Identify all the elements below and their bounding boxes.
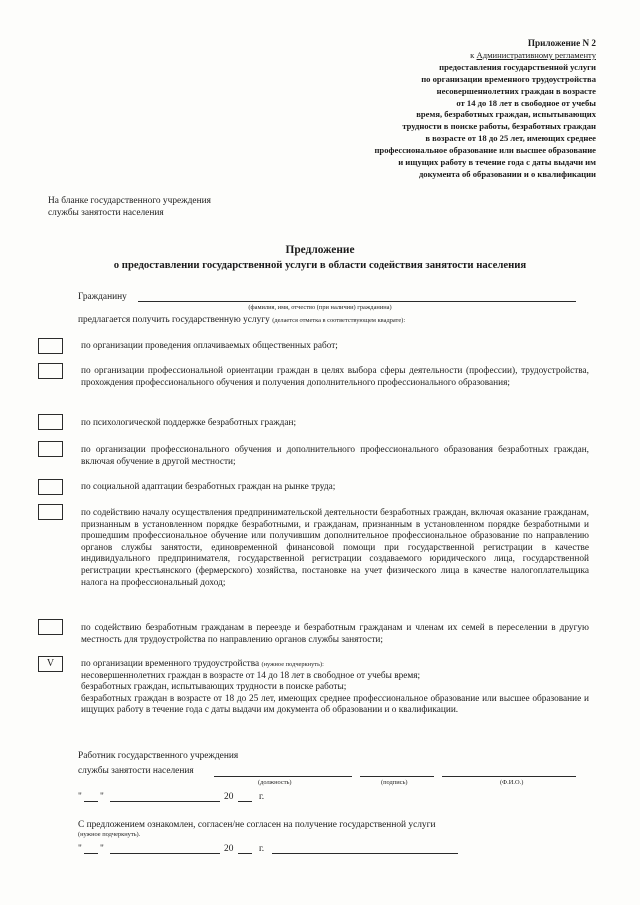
fullname-caption: (Ф.И.О.) xyxy=(500,779,524,786)
option-checkbox-relocation[interactable] xyxy=(38,619,63,635)
option-text-relocation: по содействию безработным гражданам в переезде и безработным гражданам и членам их семей в переселении в другую местность для трудоустройства по направлению органов службы занятости; xyxy=(81,623,589,645)
option-checkbox-temporary-employment[interactable]: V xyxy=(38,656,63,672)
regulation-link[interactable]: Административному регламенту xyxy=(476,49,596,60)
appendix-header xyxy=(276,38,596,181)
appendix-title: Приложение N 2 xyxy=(527,38,596,48)
title-line-2: о предоставлении государственной услуги в области содействия занятости населения xyxy=(113,259,527,271)
date-year-field[interactable] xyxy=(238,801,252,802)
date-close-quote: " xyxy=(100,792,104,802)
appendix-reference xyxy=(276,50,596,62)
signature-field[interactable] xyxy=(360,776,434,777)
appendix-line: время, безработных граждан, испытывающих xyxy=(416,109,596,120)
citizen-name-field[interactable] xyxy=(138,301,576,302)
option-checkbox-vocational-training[interactable] xyxy=(38,441,63,457)
citizen-signature-field[interactable] xyxy=(272,853,458,854)
appendix-line: предоставления государственной услуги xyxy=(439,61,596,72)
familiarization-text: С предложением ознакомлен, согласен/не согласен на получение государственной услуги xyxy=(78,820,436,830)
temporary-employment-suboption[interactable]: безработных граждан, испытывающих трудности в поиске работы; xyxy=(81,682,347,693)
date-open-quote: " xyxy=(78,792,82,802)
date2-day-field[interactable] xyxy=(84,853,98,854)
letterhead-note xyxy=(48,196,211,219)
offer-note: (делается отметка в соответствующем квадрате): xyxy=(272,317,406,324)
familiarization-note: (нужное подчеркнуть). xyxy=(78,831,141,838)
option-checkbox-social-adaptation[interactable] xyxy=(38,479,63,495)
option-text-entrepreneurship: по содействию началу осуществления предпринимательской деятельности безработных граждан, включая оказание гражданам, признанным в установленном порядке безработными, и гражданам, признанным в установленном порядке безработными и прошедшим профессиональное обучение или получившим дополнительное профессиональное образование по направлению органов службы занятости, единовременной финансовой помощи при государственной регистрации в качестве индивидуального предпринимателя, государственной регистрации создаваемого юридического лица, государственной регистрации крестьянского (фермерского) хозяйства, постановке на учет физического лица в качестве налогоплательщика налога на профессиональный доход; xyxy=(81,508,589,588)
option-temporary-employment xyxy=(81,659,589,717)
appendix-line: в возрасте от 18 до 25 лет, имеющих среднее xyxy=(425,133,596,144)
date2-close-quote: " xyxy=(100,844,104,854)
date-day-field[interactable] xyxy=(84,801,98,802)
option-checkbox-public-works[interactable] xyxy=(38,338,63,354)
option-checkbox-psych-support[interactable] xyxy=(38,414,63,430)
year2-prefix: 20 xyxy=(224,844,234,854)
letterhead-line: На бланке государственного учреждения xyxy=(48,196,211,206)
option-text-vocational-training: по организации профессионального обучения и дополнительного профессионального образования безработных граждан, включая обучение в другой местности; xyxy=(81,445,589,467)
position-caption: (должность) xyxy=(258,779,292,786)
appendix-line: несовершеннолетних граждан в возрасте xyxy=(436,85,596,96)
year-prefix: 20 xyxy=(224,792,234,802)
appendix-line: трудности в поиске работы, безработных граждан xyxy=(402,121,596,132)
option-checkbox-entrepreneurship[interactable] xyxy=(38,504,63,520)
option-temporary-employment-heading xyxy=(81,659,589,671)
date2-month-field[interactable] xyxy=(110,853,220,854)
worker-label-line1: Работник государственного учреждения xyxy=(78,751,239,761)
option-text-psych-support: по психологической поддержке безработных граждан; xyxy=(81,418,297,428)
year2-suffix: г. xyxy=(259,844,265,854)
date2-year-field[interactable] xyxy=(238,853,252,854)
document-title xyxy=(0,243,640,273)
position-field[interactable] xyxy=(214,776,352,777)
citizen-label: Гражданину xyxy=(78,292,127,302)
date-month-field[interactable] xyxy=(110,801,220,802)
letterhead-line: службы занятости населения xyxy=(48,207,164,218)
citizen-name-caption: (фамилия, имя, отчество (при наличии) гражданина) xyxy=(248,304,392,311)
underline-note: (нужное подчеркнуть): xyxy=(261,661,324,668)
appendix-line: документа об образовании и о квалификации xyxy=(418,168,596,179)
fullname-field[interactable] xyxy=(442,776,576,777)
option-checkbox-career-guidance[interactable] xyxy=(38,363,63,379)
appendix-line: профессиональное образование или высшее образование xyxy=(374,145,596,156)
signature-caption: (подпись) xyxy=(381,779,408,786)
option-text-temporary-employment: по организации временного трудоустройства xyxy=(81,659,260,669)
temporary-employment-suboption[interactable]: несовершеннолетних граждан в возрасте от 14 до 18 лет в свободное от учебы время; xyxy=(81,670,421,681)
option-text-public-works: по организации проведения оплачиваемых общественных работ; xyxy=(81,341,338,351)
option-text-career-guidance: по организации профессиональной ориентации граждан в целях выбора сферы деятельности (профессии), трудоустройства, прохождения профессионального обучения и получения дополнительного профессионального образования; xyxy=(81,366,589,388)
title-line-1: Предложение xyxy=(285,244,355,256)
year-suffix: г. xyxy=(259,792,265,802)
offer-text: предлагается получить государственную услугу xyxy=(78,315,270,325)
offer-line xyxy=(78,314,405,327)
appendix-line: и ищущих работу в течение года с даты выдачи им xyxy=(398,157,596,168)
appendix-line: по организации временного трудоустройства xyxy=(421,73,596,84)
appendix-ref-prefix: к xyxy=(470,49,477,60)
option-text-social-adaptation: по социальной адаптации безработных граждан на рынке труда; xyxy=(81,482,336,492)
appendix-line: от 14 до 18 лет в свободное от учебы xyxy=(456,97,596,108)
temporary-employment-suboption[interactable]: безработных граждан в возрасте от 18 до 25 лет, имеющих среднее профессиональное образование или высшее образование и ищущих работу в течение года с даты выдачи им документа об образовании и о квалификации. xyxy=(81,693,589,716)
date2-open-quote: " xyxy=(78,844,82,854)
worker-label-line2: службы занятости населения xyxy=(78,766,194,776)
